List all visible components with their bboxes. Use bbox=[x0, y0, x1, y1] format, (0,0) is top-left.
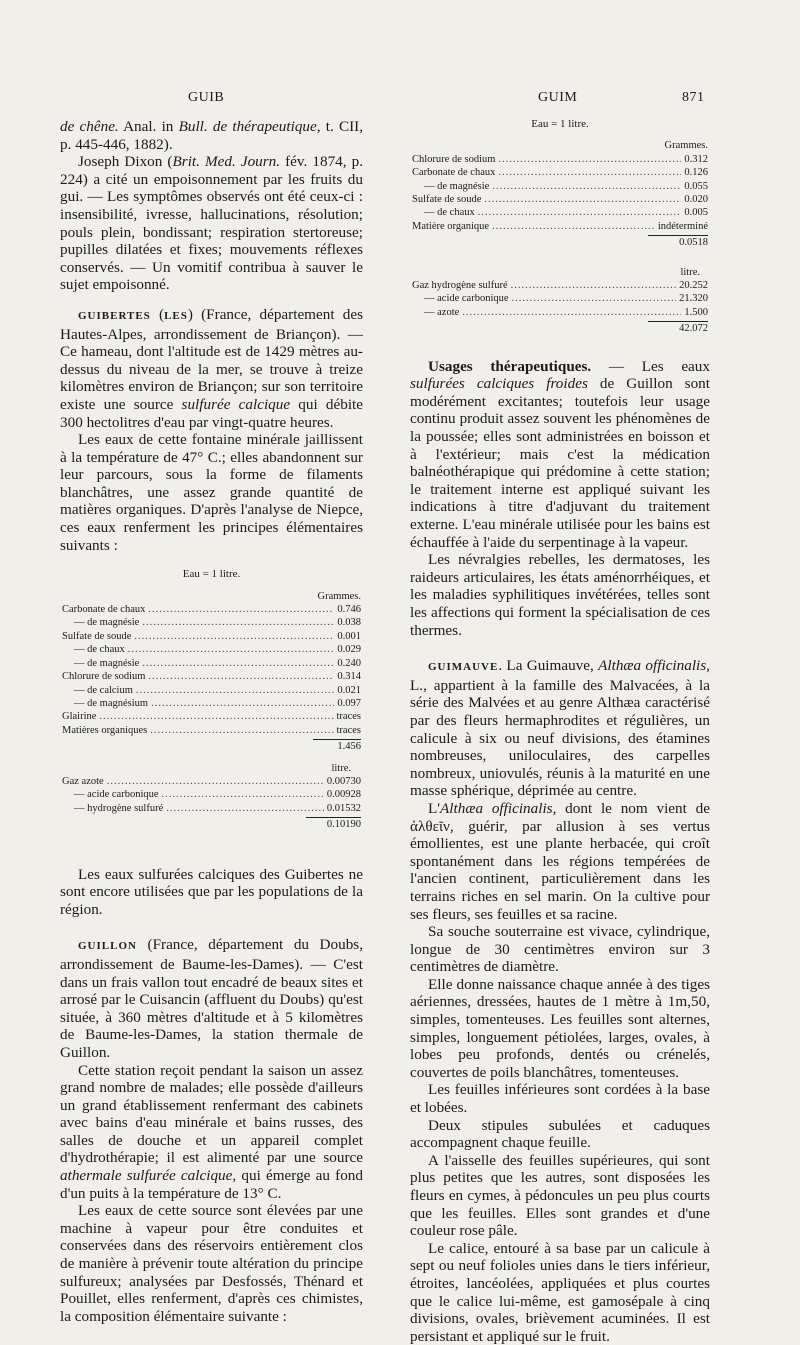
table-row-value: 0.097 bbox=[337, 697, 361, 709]
text-run: Les eaux sulfurées calciques des Guibertes ne sont encore utilisées que par les populations de la région. bbox=[60, 865, 363, 918]
table-row-value: 0.126 bbox=[684, 167, 708, 179]
text-run: Althæa officinalis, bbox=[598, 657, 710, 675]
table-rows bbox=[412, 279, 708, 319]
headword: GUIBERTES bbox=[78, 309, 151, 322]
table-row-label: — acide carbonique bbox=[74, 789, 159, 801]
table-caption: Eau = 1 litre. bbox=[531, 118, 589, 130]
table-caption: Eau = 1 litre. bbox=[182, 568, 241, 581]
table-row-value: 0.00730 bbox=[326, 775, 361, 787]
dot-leader bbox=[148, 603, 334, 616]
text-run: athermale sulfurée calcique, bbox=[60, 1167, 237, 1185]
table-row bbox=[62, 788, 361, 801]
table-row bbox=[412, 166, 708, 179]
table-row bbox=[412, 279, 708, 292]
table-row-label: Sulfate de soude bbox=[62, 630, 132, 642]
table-unit: Grammes. bbox=[664, 140, 708, 152]
paragraph bbox=[60, 1062, 363, 1203]
table-row bbox=[412, 206, 708, 219]
table-row-label: Glairine bbox=[62, 711, 97, 723]
text-run: Sa souche souterraine est vivace, cylindrique, longue de 30 centimètres environ sur 3 centimètres de diamètre. bbox=[410, 923, 710, 976]
analysis-table-guillon bbox=[410, 118, 710, 336]
table-row bbox=[62, 697, 361, 710]
article-guillon bbox=[60, 936, 363, 1061]
table-total: 0.10190 bbox=[306, 817, 361, 831]
table-row-value: 0.055 bbox=[684, 180, 708, 192]
dot-leader bbox=[128, 643, 335, 656]
table-total: 42.072 bbox=[648, 321, 708, 335]
table-row-value: 0.020 bbox=[684, 194, 708, 206]
paragraph bbox=[410, 551, 710, 639]
text-run: dont le nom vient de ἀλθεῖν, guérir, par allusion à ses vertus émollientes, est une plante herbacée, qui croît spontanément dans les régions tempérées de l'ancien continent, particulièrement dans les terrains riches en sel marin. On la cultive pour ses fleurs, ses feuilles et sa racine. bbox=[410, 799, 710, 923]
table-row-value: indéterminé bbox=[657, 220, 708, 232]
paragraph bbox=[410, 923, 710, 976]
table-row-value: 0.021 bbox=[337, 684, 361, 696]
text-run: Brit. Med. Journ. bbox=[172, 153, 281, 171]
text-run: Anal. in bbox=[118, 118, 179, 135]
table-row-value: 1.500 bbox=[684, 306, 708, 318]
text-run: Les eaux de cette fontaine minérale jaillissent à la température de 47° C.; elles abandonnent sur leur parcours, sous la forme de filaments blanchâtres, une assez grande quantité de matières organiques. D'après l'analyse de Niepce, ces eaux renferment les principes élémentaires suivants : bbox=[60, 431, 363, 554]
headword: GUIMAUVE bbox=[428, 661, 499, 674]
table-row bbox=[62, 802, 361, 815]
table-row bbox=[62, 643, 361, 656]
table-row-label: Matière organique bbox=[412, 220, 490, 232]
table-rows bbox=[412, 153, 708, 233]
table-row-label: Chlorure de sodium bbox=[412, 153, 496, 165]
text-run: Le calice, entouré à sa base par un calicule à sept ou neuf folioles unies dans le tiers inférieur, étroites, lancéolées, appliquées et plus courtes que le calice lui-même, est gamosépale à cinq divisions, ovales, brièvement acuminées. Il est persistant et appliqué sur le fruit. bbox=[410, 1239, 710, 1345]
text-run: . La Guimauve, bbox=[498, 657, 599, 675]
table-row bbox=[62, 657, 361, 670]
text-run: qui débite 300 hectolitres d'eau par vingt-quatre heures. bbox=[60, 395, 363, 431]
table-row-label: — de magnésie bbox=[74, 657, 140, 669]
text-run: Joseph Dixon ( bbox=[78, 153, 173, 171]
text-run: Althæa officinalis, bbox=[440, 799, 557, 817]
text-run: Bull. de thérapeutique, bbox=[178, 118, 321, 135]
table-row bbox=[412, 180, 708, 193]
dot-leader bbox=[492, 220, 655, 233]
paragraph bbox=[410, 1240, 710, 1345]
right-column bbox=[410, 118, 710, 1345]
table-row-label: — de chaux bbox=[424, 207, 475, 219]
paragraph bbox=[410, 1117, 710, 1152]
text-run: Les feuilles inférieures sont cordées à la base et lobées. bbox=[410, 1081, 710, 1117]
table-row-label: — hydrogène sulfuré bbox=[74, 802, 164, 814]
text-run: Les névralgies rebelles, les dermatoses, les raideurs articulaires, les états aménorrhéiques, et les maladies syphilitiques invétérées, telles sont les affections qui forment la spécialisation de ces thermes. bbox=[410, 551, 710, 639]
table-row-label: — acide carbonique bbox=[424, 293, 509, 305]
table-row-value: traces bbox=[336, 711, 361, 723]
table-row-value: 21.320 bbox=[679, 293, 708, 305]
text-run: sulfurée calcique bbox=[181, 395, 291, 413]
table-row bbox=[412, 292, 708, 305]
table-unit: Grammes. bbox=[317, 590, 361, 602]
text-run: qui émerge au fond d'un puits à la température de 13° C. bbox=[60, 1167, 363, 1202]
headword: GUILLON bbox=[78, 940, 137, 953]
dot-leader bbox=[498, 153, 681, 166]
text-run: Cette station reçoit pendant la saison un assez grand nombre de malades; elle possède d'ailleurs un grand établissement renfermant des cabinets avec bains d'eau minérale et bains russes, des salles de douche et un appareil complet d'hydrothérapie; il est alimenté par une source bbox=[60, 1061, 363, 1167]
running-head-left: GUIB bbox=[188, 90, 225, 105]
table-row-value: 0.038 bbox=[337, 617, 361, 629]
table-row-value: 0.240 bbox=[337, 657, 361, 669]
text-run: Usages thérapeutiques. bbox=[428, 357, 592, 375]
dot-leader bbox=[492, 180, 681, 193]
table-row-label: Carbonate de chaux bbox=[412, 167, 496, 179]
dot-leader bbox=[462, 306, 681, 319]
paragraph bbox=[410, 800, 710, 923]
table-unit: litre. bbox=[680, 266, 700, 278]
table-row-label: — de calcium bbox=[74, 684, 133, 696]
table-row-value: 0.314 bbox=[337, 671, 361, 683]
table-row bbox=[412, 306, 708, 319]
dot-leader bbox=[142, 657, 334, 670]
running-head-center: GUIM bbox=[538, 90, 578, 105]
table-row bbox=[62, 710, 361, 723]
dot-leader bbox=[511, 279, 676, 292]
headword: LES bbox=[164, 309, 188, 322]
table-row-value: 0.029 bbox=[337, 644, 361, 656]
dot-leader bbox=[150, 724, 333, 737]
dot-leader bbox=[142, 616, 334, 629]
text-run: t. CII, p. 445-446, 1882). bbox=[60, 118, 363, 153]
paragraph bbox=[60, 431, 363, 554]
dot-leader bbox=[498, 166, 681, 179]
table-row-value: 0.00928 bbox=[326, 789, 361, 801]
text-run: fév. 1874, p. 224) a cité un empoisonnement par les fruits du gui. — Les symptômes observés ont été ceux-ci : insensibilité, ivresse, hallucinations, résolution; pouls plein, bondissant; respiration stertoreuse; pupilles dilatées et fixes; mouvements réflexes conservés. — Un vomitif contribua à sauver le sujet empoisonné. bbox=[60, 153, 364, 294]
table-rows bbox=[62, 775, 361, 815]
dot-leader bbox=[512, 292, 677, 305]
table-row-label: — de magnésie bbox=[424, 180, 490, 192]
text-run: (France, département du Doubs, arrondissement de Baume-les-Dames). — C'est dans un frais vallon tout encadré de beaux sites et arrosé par le Cuisancin (affluent du Doubs) qu'est située, à 360 mètres d'altitude et à 5 kilomètres de Baume-les-Dames, la station thermale de Guillon. bbox=[60, 936, 363, 1061]
table-row bbox=[62, 616, 361, 629]
analysis-table-guibertes bbox=[60, 568, 363, 831]
text-run: L., appartient à la famille des Malvacées, à la série des Malvées et au genre Althæa caractérisé par des fleurs hermaphrodites et régulières, un calicule à six ou neuf divisions, des étamines nombreuses, uniloculaires, des carpelles nombreux, uniovulés, réunis à la maturité en une masse sphérique, déprimée au centre. bbox=[410, 676, 710, 800]
table-row-label: Gaz hydrogène sulfuré bbox=[412, 280, 508, 292]
text-run: de Guillon sont modérément excitantes; toutefois leur usage continu produit assez souvent les phénomènes de la poussée; elles sont administrées en boisson et à l'extérieur; mais c'est la médication balnéothérapique qui prédomine à cette station; le traitement interne est appliqué suivant les indications à titre d'adjuvant du traitement externe. L'eau minérale utilisée pour les bains est échauffée à l'aide du serpentinage à la vapeur. bbox=[410, 375, 711, 551]
table-row-value: 0.01532 bbox=[326, 802, 361, 814]
table-row-label: — de magnésium bbox=[74, 697, 149, 709]
table-unit: litre. bbox=[331, 762, 351, 774]
text-run: — Les eaux bbox=[591, 357, 710, 375]
table-total: 0.0518 bbox=[648, 235, 708, 249]
dot-leader bbox=[151, 697, 334, 710]
table-row-label: — de magnésie bbox=[74, 617, 140, 629]
table-row-value: traces bbox=[336, 724, 361, 736]
table-row-label: Chlorure de sodium bbox=[62, 671, 146, 683]
paragraph bbox=[410, 1152, 710, 1240]
dot-leader bbox=[136, 684, 334, 697]
table-row bbox=[62, 775, 361, 788]
table-row bbox=[62, 684, 361, 697]
dot-leader bbox=[99, 710, 333, 723]
table-row-value: 0.746 bbox=[337, 604, 361, 616]
dot-leader bbox=[484, 193, 681, 206]
paragraph bbox=[60, 866, 363, 919]
table-row-label: Matières organiques bbox=[62, 724, 148, 736]
text-run: Les eaux de cette source sont élevées par une machine à vapeur pour être conduites et conservées dans des réservoirs entièrement clos de manière à prévenir toute altération du principe sulfureux; analysées par Desfossés, Thénard et Pouillet, elles renferment, d'après ces chimistes, la composition élémentaire suivante : bbox=[60, 1202, 363, 1325]
article-guibertes bbox=[60, 306, 363, 431]
therapeutic-uses bbox=[410, 358, 710, 552]
table-row-value: 20.252 bbox=[679, 280, 708, 292]
table-row-label: Sulfate de soude bbox=[412, 194, 482, 206]
table-row bbox=[412, 153, 708, 166]
dot-leader bbox=[166, 802, 324, 815]
dot-leader bbox=[107, 775, 324, 788]
paragraph bbox=[60, 153, 363, 294]
table-row bbox=[62, 724, 361, 737]
paragraph bbox=[60, 1202, 363, 1325]
table-row-label: Carbonate de chaux bbox=[62, 604, 146, 616]
text-run: ) (France, département des Hautes-Alpes, arrondissement de Briançon). — Ce hameau, dont l'altitude est de 1429 mètres au-dessus du niveau de la mer, se trouve à treize kilomètres environ de Briançon; sur son territoire existe une source bbox=[60, 305, 363, 413]
table-row-label: — azote bbox=[424, 306, 460, 318]
table-row bbox=[412, 220, 708, 233]
paragraph bbox=[410, 1081, 710, 1116]
text-run: A l'aisselle des feuilles supérieures, qui sont plus petites que les autres, sont disposées les fleurs en cymes, à pédoncules un peu plus courts que les feuilles. Elles sont grandes et d'une couleur rose pâle. bbox=[410, 1151, 710, 1240]
page-number: 871 bbox=[682, 90, 705, 105]
paragraph bbox=[410, 976, 710, 1082]
table-rows bbox=[62, 603, 361, 737]
table-total: 1.456 bbox=[313, 739, 361, 753]
table-row bbox=[62, 630, 361, 643]
table-row bbox=[412, 193, 708, 206]
left-column bbox=[60, 118, 363, 1325]
paragraph bbox=[60, 118, 363, 153]
text-run: ( bbox=[150, 305, 165, 323]
table-row-value: 0.001 bbox=[337, 630, 361, 642]
dot-leader bbox=[162, 788, 324, 801]
dot-leader bbox=[478, 206, 682, 219]
dot-leader bbox=[148, 670, 334, 683]
table-row-label: — de chaux bbox=[74, 644, 125, 656]
table-row-value: 0.312 bbox=[684, 153, 708, 165]
table-row-label: Gaz azote bbox=[62, 775, 104, 787]
text-run: sulfurées calciques froides bbox=[410, 375, 588, 393]
table-row bbox=[62, 670, 361, 683]
text-run: L' bbox=[428, 799, 441, 817]
text-run: Deux stipules subulées et caduques accompagnent chaque feuille. bbox=[410, 1116, 710, 1152]
text-run: de chêne. bbox=[60, 118, 119, 135]
table-row bbox=[62, 603, 361, 616]
article-guimauve bbox=[410, 657, 710, 800]
text-run: Elle donne naissance chaque année à des tiges aériennes, dressées, hautes de 1 mètre à 1m,50, simples, tomenteuses. Les feuilles sont alternes, simples, longuement pétiolées, larges, ovales, à lobes peu profonds, dentés ou crénelés, couvertes de poils blanchâtres, tomenteuses. bbox=[410, 975, 710, 1081]
dot-leader bbox=[134, 630, 334, 643]
table-row-value: 0.005 bbox=[684, 207, 708, 219]
